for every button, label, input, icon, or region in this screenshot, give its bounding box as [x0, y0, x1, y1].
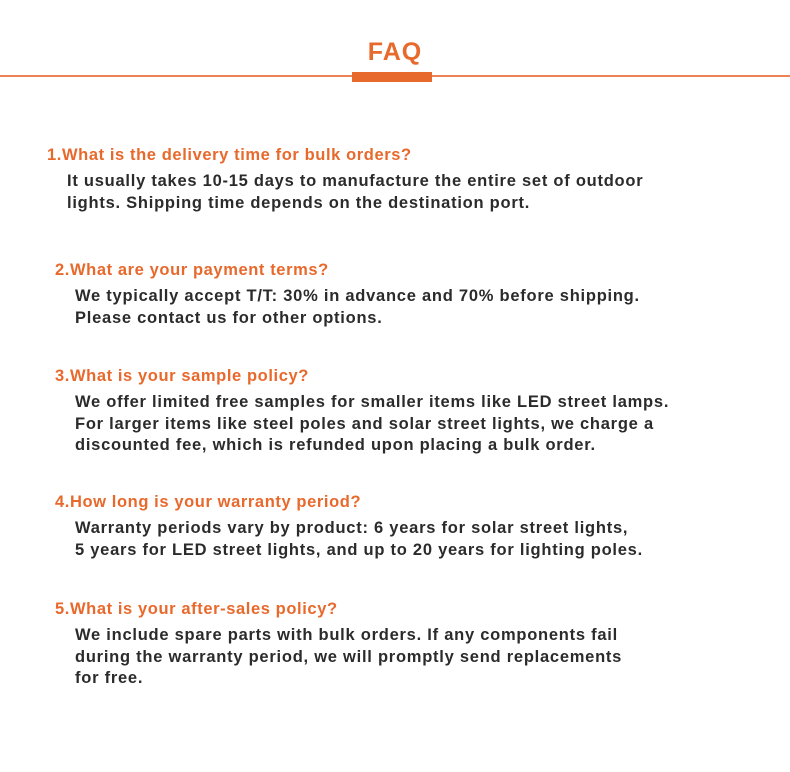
faq-answer-line: Warranty periods vary by product: 6 years for solar street lights,	[75, 519, 629, 537]
faq-answer-line: discounted fee, which is refunded upon placing a bulk order.	[75, 436, 596, 454]
faq-item-payment-terms	[55, 260, 790, 329]
faq-question: 5.What is your after-sales policy?	[55, 600, 338, 618]
faq-answer-line: We offer limited free samples for smaller items like LED street lamps.	[75, 393, 670, 411]
faq-item-warranty-period	[55, 492, 790, 561]
faq-answer-line: For larger items like steel poles and solar street lights, we charge a	[75, 414, 654, 433]
faq-header	[0, 0, 790, 90]
faq-answer-line: It usually takes 10-15 days to manufacture the entire set of outdoor	[67, 172, 644, 190]
faq-question: 2.What are your payment terms?	[55, 261, 329, 279]
faq-answer-line: for free.	[75, 669, 144, 687]
faq-answer-line: We typically accept T/T: 30% in advance and 70% before shipping.	[75, 287, 640, 305]
faq-answer-line: 5 years for LED street lights, and up to 20 years for lighting poles.	[75, 540, 643, 559]
faq-answer-line: We include spare parts with bulk orders. If any components fail	[75, 626, 618, 644]
faq-answer-line: Please contact us for other options.	[75, 308, 383, 327]
faq-question: 4.How long is your warranty period?	[55, 493, 362, 511]
faq-item-sample-policy	[55, 366, 790, 457]
faq-item-delivery-time	[47, 145, 787, 214]
title-divider-accent	[352, 72, 432, 82]
page-title: FAQ	[367, 38, 423, 66]
faq-answer	[55, 286, 790, 329]
faq-answer-line: lights. Shipping time depends on the destination port.	[67, 193, 531, 212]
faq-answer	[47, 171, 787, 214]
faq-question: 3.What is your sample policy?	[55, 367, 309, 385]
faq-answer	[55, 518, 790, 561]
faq-item-after-sales-policy	[55, 599, 790, 690]
faq-answer	[55, 392, 790, 457]
faq-question: 1.What is the delivery time for bulk orders?	[47, 146, 412, 164]
faq-answer	[55, 625, 790, 690]
faq-answer-line: during the warranty period, we will promptly send replacements	[75, 647, 623, 666]
